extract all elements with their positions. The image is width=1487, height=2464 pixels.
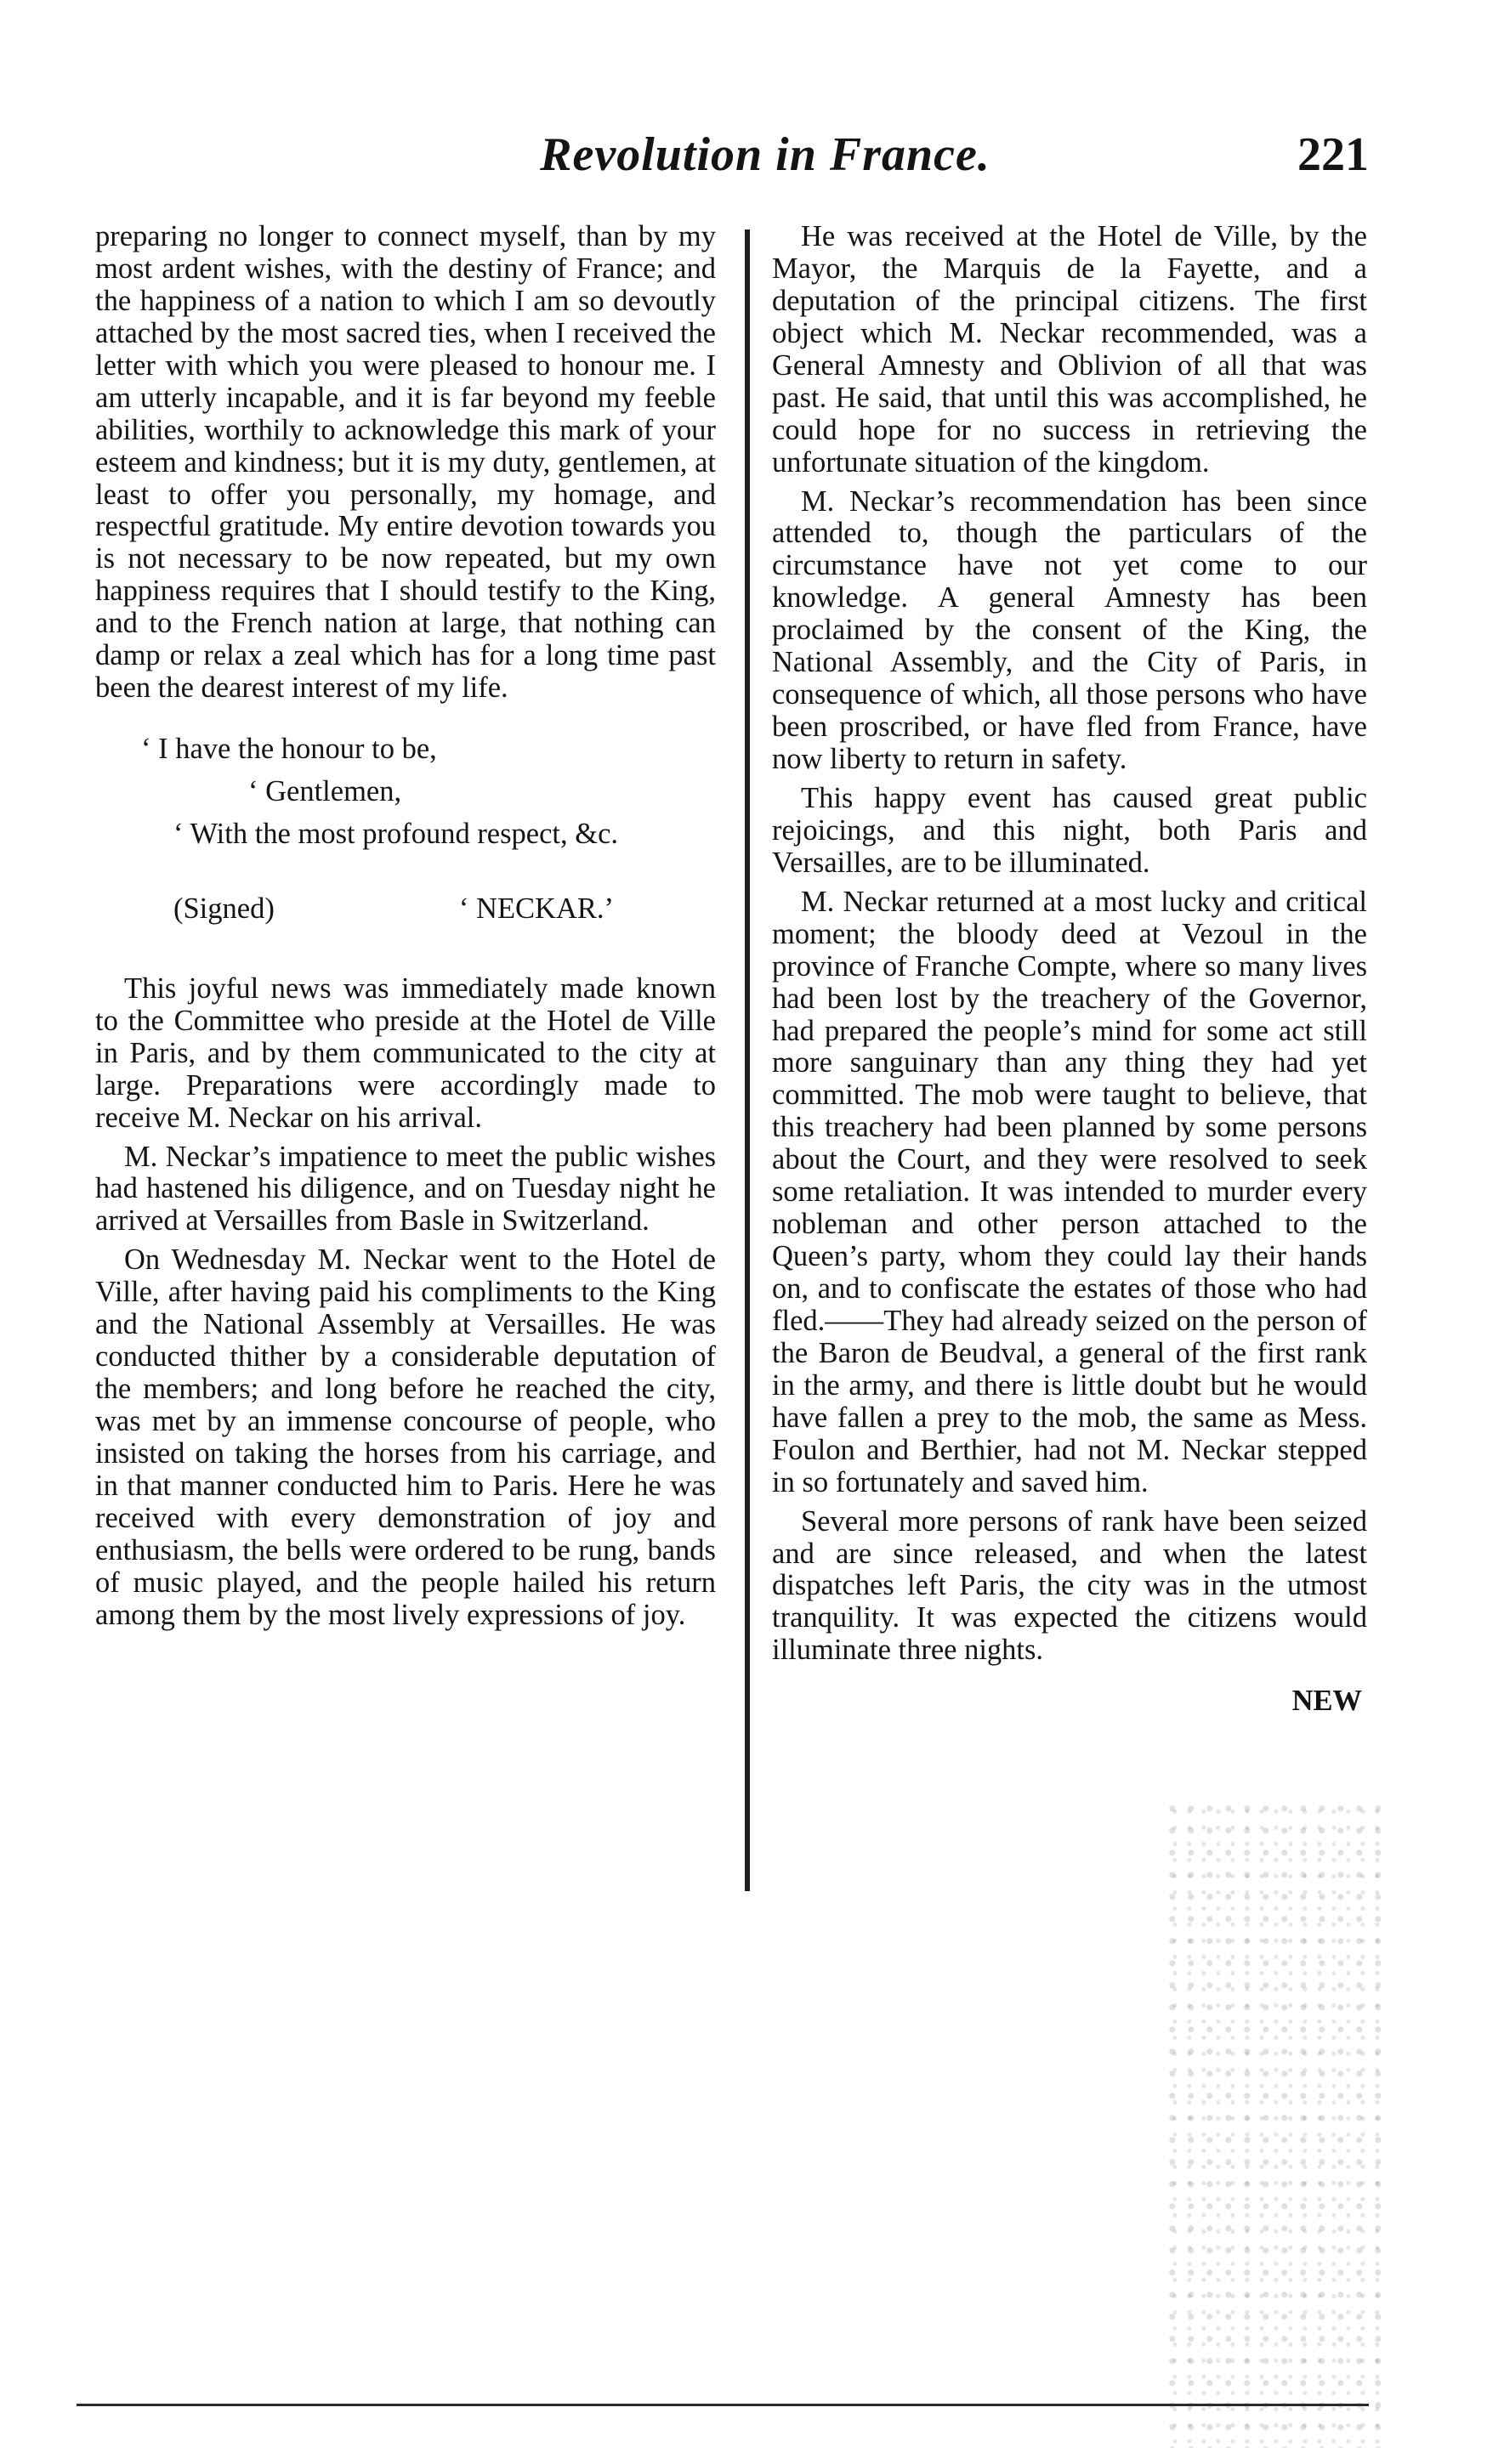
catchword: NEW xyxy=(1291,1685,1362,1718)
paragraph-wednesday: On Wednesday M. Neckar went to the Hotel de Ville, after having paid his compliments to the King and the National Assembly at Versailles. He was conducted thither by a considerable deputation of the members; and long before he reached the city, was met by an immense concourse of people, who insisted on taking the horses from his carriage, and in that manner conducted him to Paris. Here he was received with every demonstration of joy and enthusiasm, the bells were ordered to be rung, bands of music played, and the people hailed his return among them by the most lively expressions of joy. xyxy=(95,1243,716,1631)
paragraph-rejoicings: This happy event has caused great public rejoicings, and this night, both Paris and Versailles, are to be illuminated. xyxy=(772,781,1367,879)
bottom-rule xyxy=(77,2404,1369,2406)
closing-line-gentlemen: ‘ Gentlemen, xyxy=(248,775,402,807)
signed-name: ‘ NECKAR.’ xyxy=(458,892,614,925)
paragraph-several: Several more persons of rank have been seized and are since released, and when the latest dispatches left Paris, the city was in the utmost tranquility. It was expected the citizens would illuminate three nights. xyxy=(772,1504,1367,1667)
paragraph-joyful-news: This joyful news was immediately made known to the Committee who preside at the Hotel de Ville in Paris, and by them communicated to the city at large. Preparations were accordingly made to receive M. Neckar on his arrival. xyxy=(95,971,716,1134)
letter-paragraph: preparing no longer to connect myself, than by my most ardent wishes, with the destiny of France; and the happiness of a nation to which I am so devoutly attached by the most sacred ties, when I received the letter with which you were pleased to honour me. I am utterly incapable, and it is far beyond my feeble abilities, worthily to acknowledge this mark of your esteem and kindness; but it is my duty, gentlemen, at least to offer you personally, my homage, and respectful gratitude. My entire devotion towards you is not necessary to be now repeated, but my own happiness requires that I should testify to the King, and to the French nation at large, that nothing can damp or relax a zeal which has for a long time past been the dearest interest of my life. xyxy=(95,220,716,705)
column-rule xyxy=(745,229,750,1891)
closing-line-respect: ‘ With the most profound respect, &c. xyxy=(173,817,619,850)
left-column xyxy=(95,221,716,1632)
scan-noise xyxy=(1165,1802,1386,2448)
paragraph-returned: M. Neckar returned at a most lucky and critical moment; the bloody deed at Vezoul in the province of Franche Compte, where so many lives had been lost by the treachery of the Governor, had prepared the people’s mind for some act still more sanguinary than any thing they had yet committed. The mob were taught to believe, that this treachery had been planned by some persons about the Court, and they were resolved to seek some retaliation. It was intended to murder every nobleman and other person attached to the Queen’s party, whom they could lay their hands on, and to confiscate the estates of those who had fled.——They had already seized on the person of the Baron de Beudval, a general of the first rank in the army, and there is little doubt but he would have fallen a prey to the mob, the same as Mess. Foulon and Berthier, had not M. Neckar stepped in so fortunately and saved him. xyxy=(772,885,1367,1498)
running-title: Revolution in France. xyxy=(540,128,990,181)
paragraph-received: He was received at the Hotel de Ville, by the Mayor, the Marquis de la Fayette, and a deputation of the principal citizens. The first object which M. Neckar recommended, was a General Amnesty and Oblivion of all that was past. He said, that until this was accomplished, he could hope for no success in retrieving the unfortunate situation of the kingdom. xyxy=(772,220,1367,479)
signature-line xyxy=(95,893,716,926)
right-column xyxy=(772,221,1367,1718)
closing-line-honour: ‘ I have the honour to be, xyxy=(141,733,437,766)
letter-closing xyxy=(95,734,716,851)
paragraph-recommendation: M. Neckar’s recommendation has been since attended to, though the particulars of the circumstance have not yet come to our knowledge. A general Amnesty has been proclaimed by the consent of the King, the National Assembly, and the City of Paris, in consequence of which, all those persons who have been proscribed, or have fled from France, have now liberty to return in safety. xyxy=(772,484,1367,775)
signed-label: (Signed) xyxy=(173,892,275,925)
page-number: 221 xyxy=(1297,128,1369,181)
paragraph-impatience: M. Neckar’s impatience to meet the public wishes had hastened his diligence, and on Tuesday night he arrived at Versailles from Basle in Switzerland. xyxy=(95,1140,716,1238)
